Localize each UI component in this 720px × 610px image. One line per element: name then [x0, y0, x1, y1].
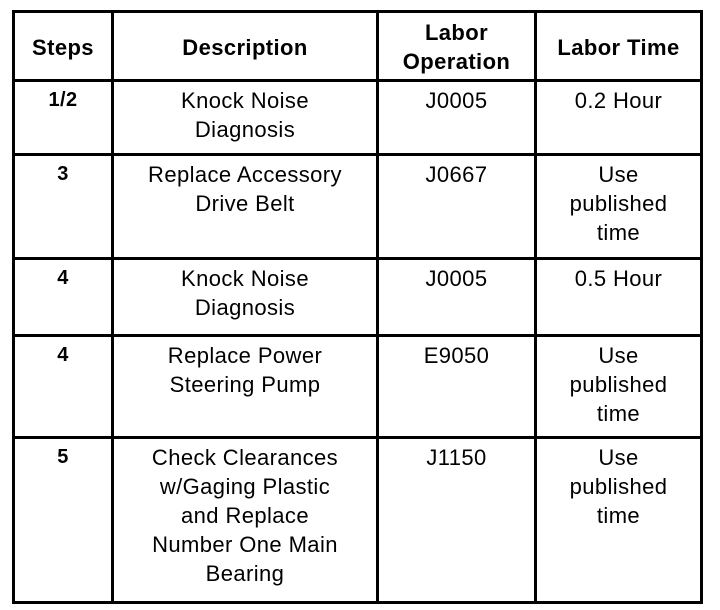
cell-labor-operation: E9050	[378, 336, 536, 438]
cell-labor-operation: J0005	[378, 81, 536, 155]
cell-labor-operation: J0667	[378, 155, 536, 259]
cell-description: Knock Noise Diagnosis	[113, 259, 378, 336]
cell-labor-time: 0.5 Hour	[536, 259, 702, 336]
cell-labor-time: Use published time	[536, 438, 702, 603]
cell-labor-operation: J0005	[378, 259, 536, 336]
table-row	[14, 81, 702, 155]
table-row	[14, 259, 702, 336]
cell-steps: 5	[14, 438, 113, 603]
labor-time-table	[12, 10, 703, 604]
cell-labor-operation: J1150	[378, 438, 536, 603]
header-steps: Steps	[14, 12, 113, 81]
cell-labor-time: Use published time	[536, 155, 702, 259]
cell-labor-time: Use published time	[536, 336, 702, 438]
cell-steps: 3	[14, 155, 113, 259]
cell-description: Replace Power Steering Pump	[113, 336, 378, 438]
cell-description: Replace Accessory Drive Belt	[113, 155, 378, 259]
header-labor-time: Labor Time	[536, 12, 702, 81]
header-row	[14, 12, 702, 81]
table-body	[14, 81, 702, 603]
header-description: Description	[113, 12, 378, 81]
cell-steps: 4	[14, 259, 113, 336]
cell-steps: 1/2	[14, 81, 113, 155]
table-header	[14, 12, 702, 81]
table-row	[14, 155, 702, 259]
table-row	[14, 336, 702, 438]
header-labor-operation: Labor Operation	[378, 12, 536, 81]
cell-steps: 4	[14, 336, 113, 438]
cell-description: Check Clearances w/Gaging Plastic and Replace Number One Main Bearing	[113, 438, 378, 603]
cell-description: Knock Noise Diagnosis	[113, 81, 378, 155]
cell-labor-time: 0.2 Hour	[536, 81, 702, 155]
table-row	[14, 438, 702, 603]
